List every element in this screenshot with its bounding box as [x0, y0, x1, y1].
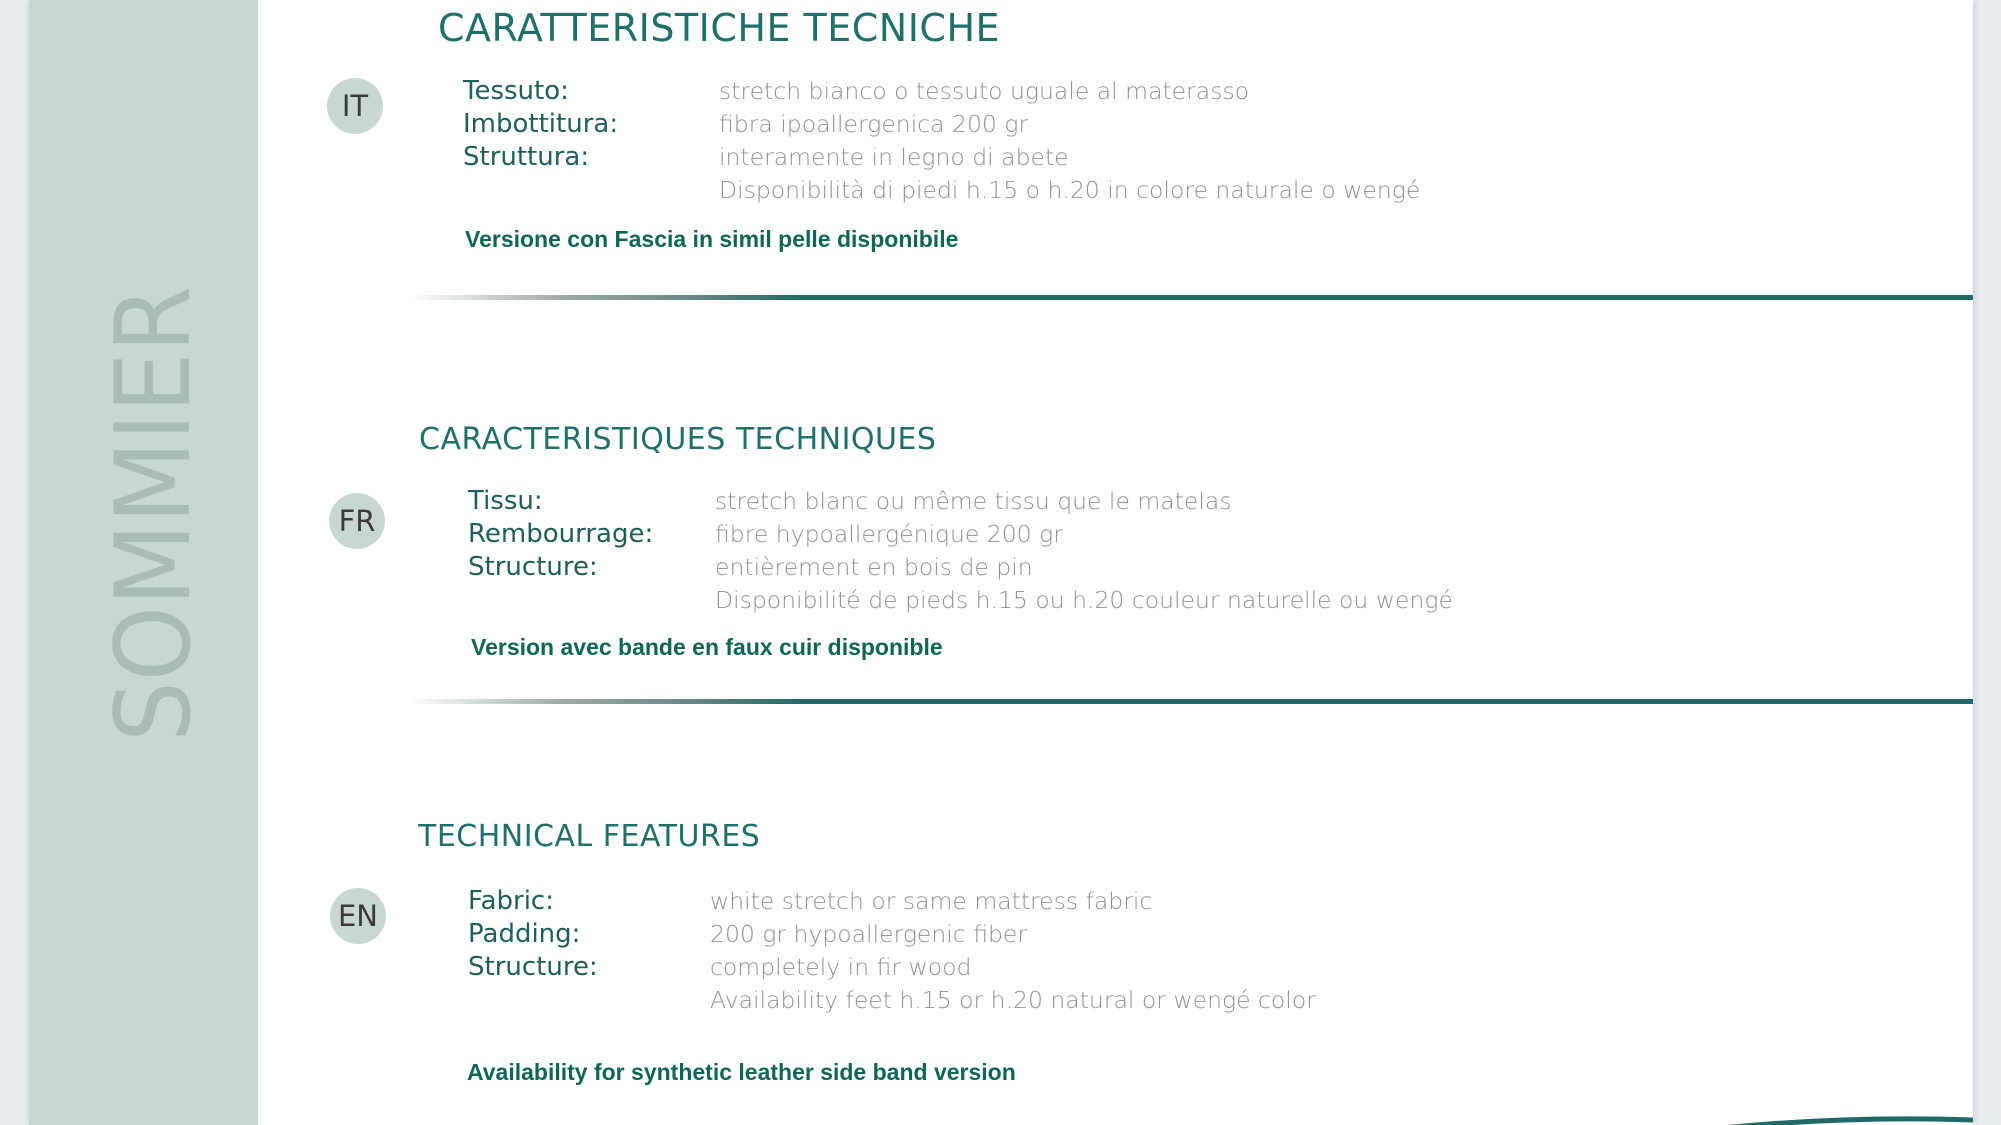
- spec-key: Structure:: [468, 951, 598, 982]
- lang-badge-fr: FR: [329, 493, 385, 549]
- side-title: SOMMIER: [94, 250, 214, 742]
- spec-list-en: [468, 884, 1316, 1016]
- spec-row: [468, 550, 1453, 583]
- brochure-page: [29, 0, 1973, 1125]
- spec-row: [463, 74, 1420, 107]
- spec-row: [468, 983, 1316, 1016]
- spec-row: [463, 173, 1420, 206]
- spec-value: stretch bianco o tessuto uguale al materasso: [719, 76, 1250, 105]
- spec-key: Tessuto:: [463, 75, 569, 106]
- spec-key: Structure:: [468, 551, 598, 582]
- spec-row: [468, 950, 1316, 983]
- spec-row: [468, 583, 1453, 616]
- spec-row: [468, 917, 1316, 950]
- spec-list-fr: [468, 484, 1453, 616]
- note-en: Availability for synthetic leather side band version: [467, 1059, 1016, 1085]
- lang-badge-it: IT: [327, 78, 383, 134]
- spec-value: entièrement en bois de pin: [715, 552, 1033, 581]
- spec-value: Availability feet h.15 or h.20 natural or wengé color: [710, 985, 1316, 1014]
- note-it: Versione con Fascia in simil pelle disponibile: [465, 226, 959, 252]
- spec-value: interamente in legno di abete: [719, 142, 1069, 171]
- spec-row: [468, 884, 1316, 917]
- spec-row: [463, 107, 1420, 140]
- spec-key: Struttura:: [463, 141, 590, 172]
- section-title-it: CARATTERISTICHE TECNICHE: [438, 6, 1001, 50]
- spec-key: Tissu:: [468, 485, 543, 516]
- spec-value: 200 gr hypoallergenic fiber: [710, 919, 1028, 948]
- lang-badge-en: EN: [330, 888, 386, 944]
- spec-value: Disponibilité de pieds h.15 ou h.20 couleur naturelle ou wengé: [715, 585, 1453, 614]
- section-title-en: TECHNICAL FEATURES: [418, 819, 761, 854]
- divider: [409, 699, 1973, 704]
- spec-value: fibra ipoallergenica 200 gr: [719, 109, 1029, 138]
- note-fr: Version avec bande en faux cuir disponible: [471, 634, 943, 660]
- spec-row: [468, 517, 1453, 550]
- spec-key: Rembourrage:: [468, 518, 654, 549]
- spec-key: Fabric:: [468, 885, 554, 916]
- spec-list-it: [463, 74, 1420, 206]
- spec-value: completely in fir wood: [710, 952, 972, 981]
- spec-value: Disponibilità di piedi h.15 o h.20 in colore naturale o wengé: [719, 175, 1421, 204]
- spec-row: [463, 140, 1420, 173]
- spec-value: fibre hypoallergénique 200 gr: [715, 519, 1063, 548]
- spec-key: Imbottitura:: [463, 108, 619, 139]
- spec-value: white stretch or same mattress fabric: [710, 886, 1153, 915]
- divider: [409, 295, 1973, 300]
- spec-row: [468, 484, 1453, 517]
- spec-key: Padding:: [468, 918, 581, 949]
- section-title-fr: CARACTERISTIQUES TECHNIQUES: [419, 422, 937, 457]
- spec-value: stretch blanc ou même tissu que le matelas: [715, 486, 1232, 515]
- side-band: [29, 0, 258, 1125]
- bottom-accent-curve: [1661, 1105, 1973, 1125]
